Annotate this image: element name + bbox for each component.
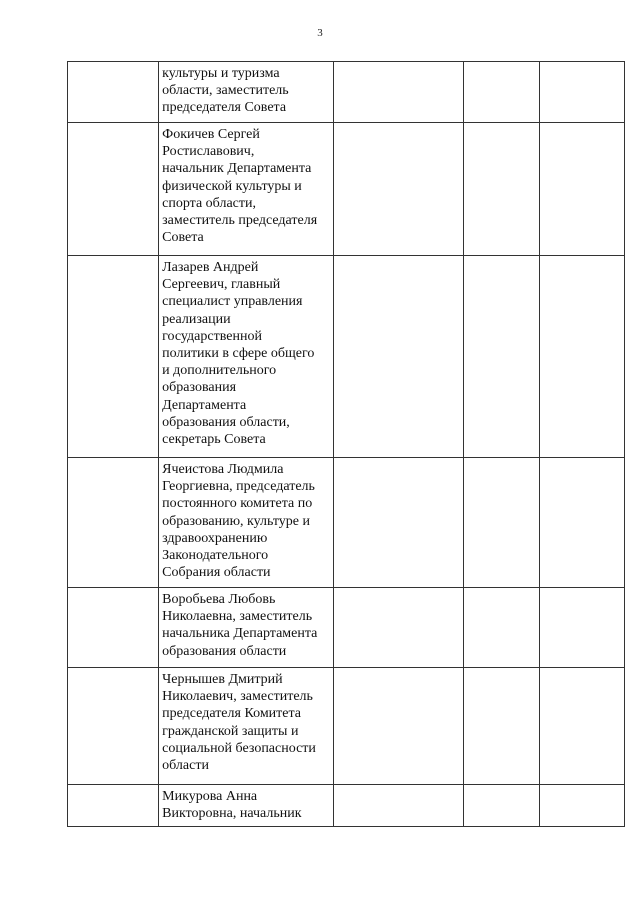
- member-description: Фокичев Сергей Ростиславович, начальник Департамента физической культуры и спорта области, заместитель председателя Совета: [162, 127, 318, 246]
- empty-cell: [334, 785, 463, 827]
- empty-cell: [334, 588, 463, 668]
- empty-cell: [463, 785, 539, 827]
- empty-cell: [334, 458, 463, 588]
- empty-cell: [463, 256, 539, 458]
- empty-cell: [68, 668, 159, 785]
- table-row: [68, 588, 625, 668]
- empty-cell: [539, 588, 624, 668]
- empty-cell: [539, 668, 624, 785]
- empty-cell: [463, 62, 539, 123]
- member-description: культуры и туризма области, заместитель председателя Совета: [162, 66, 289, 116]
- empty-cell: [334, 62, 463, 123]
- table-row: [68, 123, 625, 256]
- member-cell: [159, 458, 334, 588]
- empty-cell: [68, 123, 159, 256]
- empty-cell: [334, 668, 463, 785]
- table-row: [68, 785, 625, 827]
- empty-cell: [68, 62, 159, 123]
- table-row: [68, 62, 625, 123]
- table-row: [68, 458, 625, 588]
- empty-cell: [463, 458, 539, 588]
- member-cell: [159, 588, 334, 668]
- empty-cell: [68, 588, 159, 668]
- empty-cell: [334, 256, 463, 458]
- table-row: [68, 668, 625, 785]
- member-cell: [159, 256, 334, 458]
- member-description: Ячеистова Людмила Георгиевна, председатель постоянного комитета по образованию, культуре и здравоохранению Законодательного Собрания области: [162, 462, 315, 581]
- empty-cell: [463, 668, 539, 785]
- empty-cell: [68, 256, 159, 458]
- member-cell: [159, 62, 334, 123]
- empty-cell: [463, 588, 539, 668]
- council-members-table: [67, 61, 625, 827]
- member-description: Воробьева Любовь Николаевна, заместитель начальника Департамента образования области: [162, 592, 318, 659]
- empty-cell: [68, 785, 159, 827]
- empty-cell: [334, 123, 463, 256]
- member-cell: [159, 785, 334, 827]
- table-row: [68, 256, 625, 458]
- member-description: Лазарев Андрей Сергеевич, главный специалист управления реализации государственной политики в сфере общего и дополнительного образования Департамента образования области, секретарь Совета: [162, 260, 315, 448]
- empty-cell: [463, 123, 539, 256]
- empty-cell: [539, 458, 624, 588]
- member-description: Чернышев Дмитрий Николаевич, заместитель председателя Комитета гражданской защиты и социальной безопасности области: [162, 672, 316, 774]
- empty-cell: [539, 256, 624, 458]
- empty-cell: [539, 785, 624, 827]
- member-description: Микурова Анна Викторовна, начальник: [162, 789, 302, 822]
- empty-cell: [539, 62, 624, 123]
- member-cell: [159, 123, 334, 256]
- empty-cell: [539, 123, 624, 256]
- member-cell: [159, 668, 334, 785]
- empty-cell: [68, 458, 159, 588]
- page-number: 3: [317, 27, 323, 39]
